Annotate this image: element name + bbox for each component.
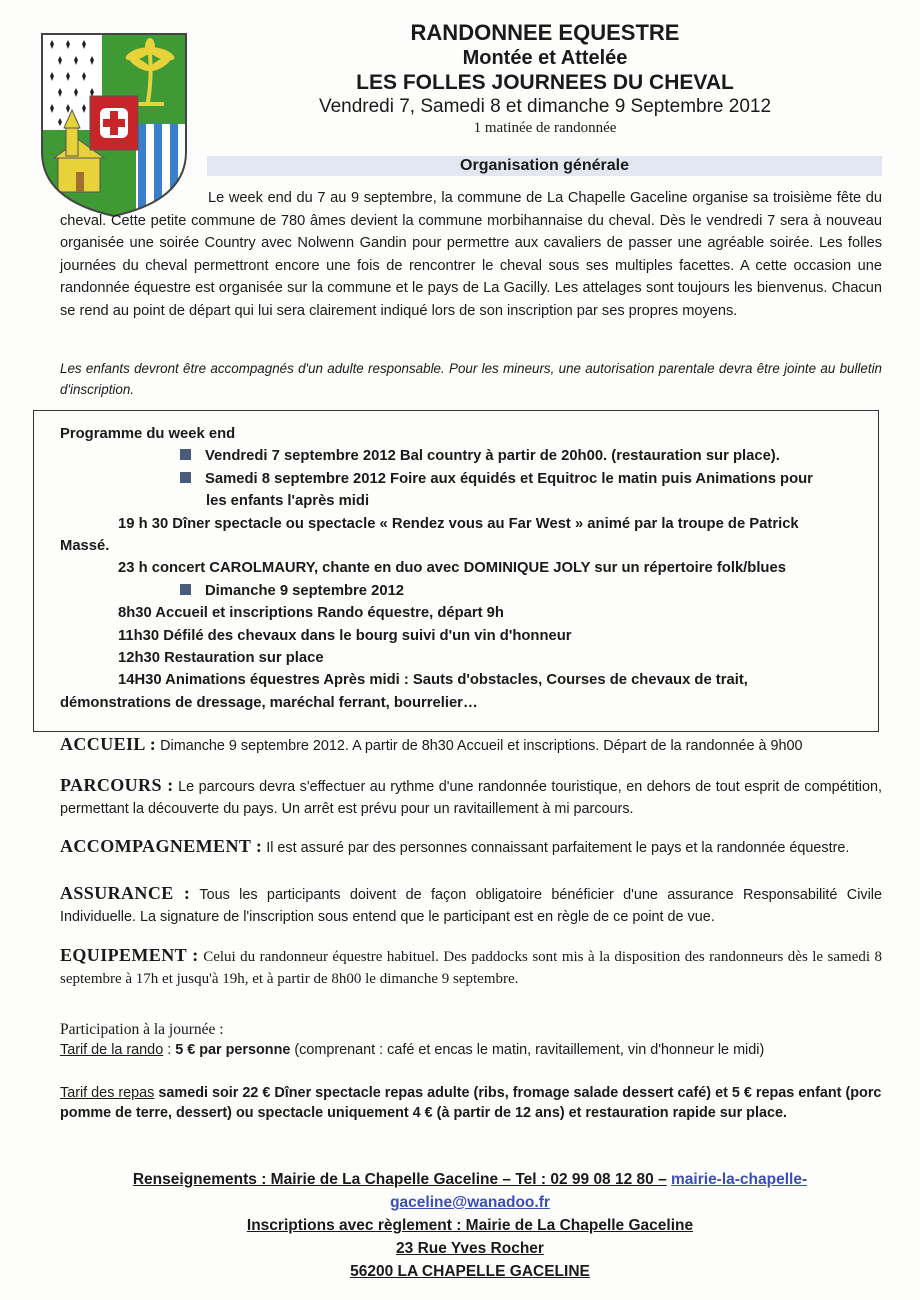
bullet-square-icon [180,584,191,595]
programme-dinner-cont: Massé. [60,538,110,555]
participation [60,1020,882,1060]
bullet-square-icon [180,472,191,483]
bullet-square-icon [180,449,191,460]
section-label: ASSURANCE : [60,883,191,903]
email-link[interactable]: gaceline@wanadoo.fr [390,1194,550,1211]
programme-item: 12h30 Restauration sur place [118,650,324,667]
section-text: Tous les participants doivent de façon obligatoire bénéficier d'une assurance Responsabilité Civile Individuelle. La signature de l'inscription sous entend que le participant est en règle de ce point de vue. [60,887,882,925]
programme-item: 8h30 Accueil et inscriptions Rando équestre, départ 9h [118,605,504,622]
footer-inscriptions: Inscriptions avec règlement : Mairie de La Chapelle Gaceline [246,1217,694,1234]
programme-item: 11h30 Défilé des chevaux dans le bourg suivi d'un vin d'honneur [118,627,572,644]
event-morning: 1 matinée de randonnée [473,120,617,136]
section-text: Il est assuré par des personnes connaissant parfaitement le pays et la randonnée équestre. [266,840,850,856]
subtitle: Montée et Attelée [462,47,628,69]
event-title: LES FOLLES JOURNEES DU CHEVAL [356,71,734,94]
programme-item: 14H30 Animations équestres Après midi : Sauts d'obstacles, Courses de chevaux de trait, [118,672,748,689]
section-equipement [60,944,882,990]
programme-saturday-cont: les enfants l'après midi [206,493,370,510]
section-label: PARCOURS : [60,775,174,795]
email-link[interactable]: mairie-la-chapelle- [671,1171,808,1188]
programme-sunday: Dimanche 9 septembre 2012 [60,580,875,602]
section-text: Celui du randonneur équestre habituel. Des paddocks sont mis à la disposition des randonneurs dès le samedi 8 septembre à 17h et jusqu'à 19h, et à partir de 8h00 le dimanche 9 septembre. [60,949,883,987]
section-label: EQUIPEMENT : [60,945,199,965]
programme [60,423,875,714]
footer-street: 23 Rue Yves Rocher [396,1240,544,1257]
participation-title: Participation à la journée : [60,1021,224,1038]
section-bar: Organisation générale [207,156,882,176]
section-text: Le parcours devra s'effectuer au rythme d'une randonnée touristique, en dehors de tout esprit de compétition, permettant la découverte du pays. Un arrêt est prévu pour un ravitaillement à mi parcours. [60,779,882,817]
programme-title: Programme du week end [60,426,236,442]
programme-item-cont: démonstrations de dressage, maréchal ferrant, bourrelier… [60,694,478,711]
section-label: ACCOMPAGNEMENT : [60,836,263,856]
section-text: Dimanche 9 septembre 2012. A partir de 8h30 Accueil et inscriptions. Départ de la randonnée à 9h00 [160,738,803,754]
intro-text: Le week end du 7 au 9 septembre, la commune de La Chapelle Gaceline organise sa troisième fête du cheval. Cette petite commune de 780 âmes devient la commune morbihannaise du cheval. Dès le vendredi 7 sera à nouveau organisée une soirée Country avec Nolwenn Gandin pour permettre aux cavaliers de passer une agréable soirée. Les folles journées du cheval permettront encore une fois de rencontrer le cheval sous ses multiples facettes. A cette occasion une randonnée équestre est organisée sur la commune et le pays de La Gacilly. Les attelages sont toujours les bienvenus. Chacun se rend au point de départ qui lui sera clairement indiqué lors de son inscription par ses propres moyens. [60,190,882,319]
programme-dinner: 19 h 30 Dîner spectacle ou spectacle « Rendez vous au Far West » animé par la troupe de Patrick [118,515,799,532]
event-dates: Vendredi 7, Samedi 8 et dimanche 9 Septembre 2012 [318,96,772,117]
section-assurance [60,882,882,928]
children-note: Les enfants devront être accompagnés d'un adulte responsable. Pour les mineurs, une autorisation parentale devra être jointe au bulletin d'inscription. [60,361,882,397]
section-parcours [60,774,882,820]
tarif-repas-text: samedi soir 22 € Dîner spectacle repas adulte (ribs, fromage salade dessert café) et 5 € repas enfant (porc pomme de terre, dessert) ou spectacle uniquement 4 € (à partir de 12 ans) et restauration rapide sur place. [60,1085,882,1121]
intro-paragraph [60,187,882,323]
section-label: ACCUEIL : [60,734,157,754]
section-accompagnement [60,835,882,859]
programme-saturday: Samedi 8 septembre 2012 Foire aux équidés et Equitroc le matin puis Animations pour [60,468,875,490]
footer-info-line: Renseignements : Mairie de La Chapelle Gaceline – Tel : 02 99 08 12 80 – mairie-la-chapelle- [132,1171,808,1188]
title: RANDONNEE EQUESTRE [410,20,680,45]
footer-contact [100,1168,840,1283]
section-accueil [60,733,882,757]
header [205,20,885,137]
footer-email-line [100,1191,840,1214]
tarif-repas-label: Tarif des repas [60,1085,155,1101]
tarif-rando: Tarif de la rando : 5 € par personne (comprenant : café et encas le matin, ravitaillement, vin d'honneur le midi) [60,1042,765,1058]
tarif-repas [60,1083,882,1123]
programme-concert: 23 h concert CAROLMAURY, chante en duo avec DOMINIQUE JOLY sur un répertoire folk/blues [118,560,786,577]
footer-city: 56200 LA CHAPELLE GACELINE [350,1263,590,1280]
programme-friday: Vendredi 7 septembre 2012 Bal country à partir de 20h00. (restauration sur place). [60,445,875,467]
